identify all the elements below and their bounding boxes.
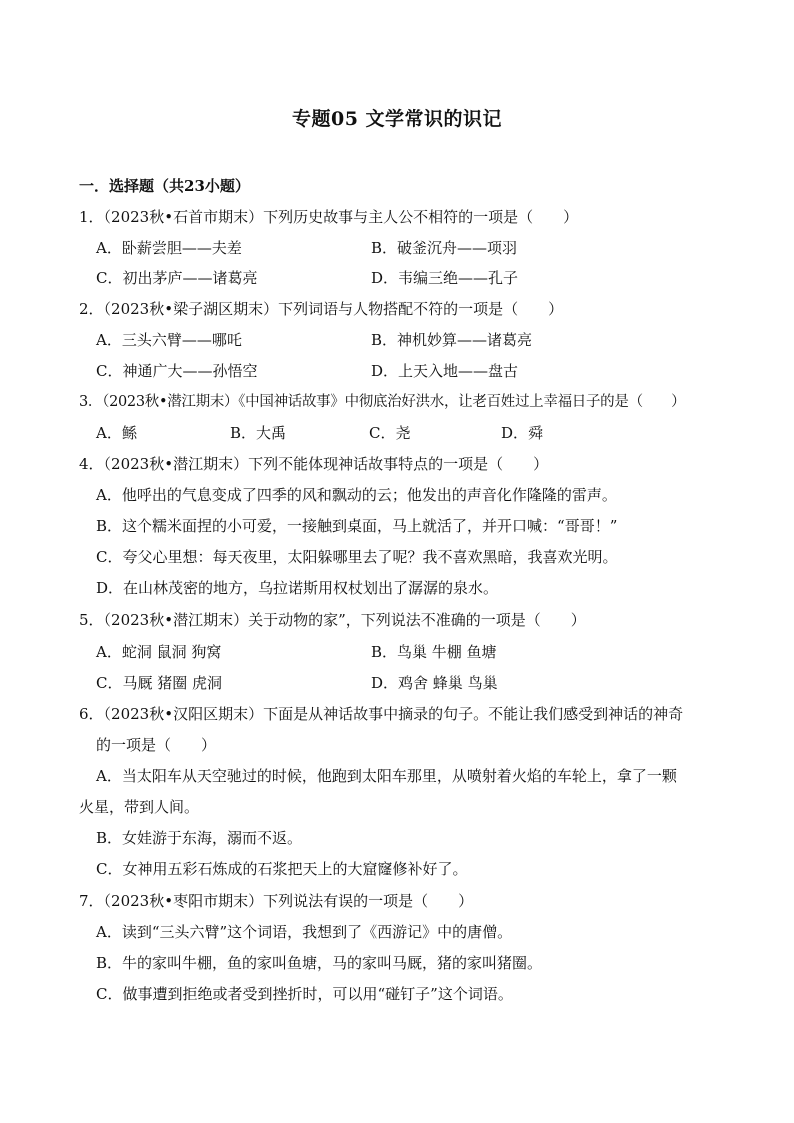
question-3-option-c: C．尧 <box>369 424 411 442</box>
question-6-option-c: C．女神用五彩石炼成的石浆把天上的大窟窿修补好了。 <box>96 860 468 878</box>
question-1-stem: 1．（2023秋•石首市期末）下列历史故事与主人公不相符的一项是（ ） <box>79 208 579 226</box>
question-2-option-c: C．神通广大——孙悟空 <box>96 362 258 380</box>
section-heading: 一．选择题（共23小题） <box>79 177 250 195</box>
question-5-stem: 5．（2023秋•潜江期末）关于动物的家”，下列说法不准确的一项是（ ） <box>79 611 586 629</box>
question-1-option-d: D．韦编三绝——孔子 <box>371 269 519 287</box>
question-1-option-a: A．卧薪尝胆——夫差 <box>96 239 242 257</box>
question-6-option-a-continued: 火星，带到人间。 <box>79 798 200 816</box>
question-3-option-b: B．大禹 <box>230 424 287 442</box>
page-title: 专题05 文学常识的识记 <box>291 108 503 130</box>
question-2-option-b: B．神机妙算——诸葛亮 <box>371 331 533 349</box>
question-7-option-c: C．做事遭到拒绝或者受到挫折时，可以用“碰钉子”这个词语。 <box>96 985 513 1003</box>
question-6-option-a: A．当太阳车从天空驰过的时候，他跑到太阳车那里，从喷射着火焰的车轮上，拿了一颗 <box>96 767 677 785</box>
question-4-option-a: A．他呼出的气息变成了四季的风和飘动的云；他发出的声音化作隆隆的雷声。 <box>96 486 617 504</box>
question-3-option-a: A．鲧 <box>96 424 137 442</box>
question-5-option-b: B．鸟巢 牛棚 鱼塘 <box>371 643 497 661</box>
question-7-option-a: A．读到“三头六臂”这个词语，我想到了《西游记》中的唐僧。 <box>96 923 513 941</box>
question-2-option-d: D．上天入地——盘古 <box>371 362 519 380</box>
question-5-option-a: A．蛇洞 鼠洞 狗窝 <box>96 643 222 661</box>
question-4-stem: 4．（2023秋•潜江期末）下列不能体现神话故事特点的一项是（ ） <box>79 455 549 473</box>
question-4-option-d: D．在山林茂密的地方，乌拉诺斯用权杖划出了潺潺的泉水。 <box>96 579 499 597</box>
question-1-option-b: B．破釜沉舟——项羽 <box>371 239 518 257</box>
question-6-stem-continued: 的一项是（ ） <box>96 736 217 754</box>
question-5-option-c: C．马厩 猪圈 虎洞 <box>96 674 223 692</box>
question-5-option-d: D．鸡舍 蜂巢 鸟巢 <box>371 674 498 692</box>
question-3-option-d: D．舜 <box>501 424 544 442</box>
question-1-option-c: C．初出茅庐——诸葛亮 <box>96 269 258 287</box>
question-2-stem: 2．（2023秋•梁子湖区期末）下列词语与人物搭配不符的一项是（ ） <box>79 300 564 318</box>
question-4-option-b: B．这个糯米面捏的小可爱，一接触到桌面，马上就活了，并开口喊：“哥哥！” <box>96 517 618 535</box>
question-7-stem: 7．（2023秋•枣阳市期末）下列说法有误的一项是（ ） <box>79 892 474 910</box>
question-2-option-a: A．三头六臂——哪吒 <box>96 331 242 349</box>
question-7-option-b: B．牛的家叫牛棚，鱼的家叫鱼塘，马的家叫马厩，猪的家叫猪圈。 <box>96 954 543 972</box>
question-4-option-c: C．夸父心里想：每天夜里，太阳躲哪里去了呢？我不喜欢黑暗，我喜欢光明。 <box>96 548 618 566</box>
question-6-option-b: B．女娃游于东海，溺而不返。 <box>96 829 303 847</box>
question-3-stem: 3．（2023秋•潜江期末）《中国神话故事》中彻底治好洪水，让老百姓过上幸福日子的是（ ） <box>79 394 686 410</box>
question-6-stem: 6．（2023秋•汉阳区期末）下面是从神话故事中摘录的句子。不能让我们感受到神话的神奇 <box>79 705 684 723</box>
